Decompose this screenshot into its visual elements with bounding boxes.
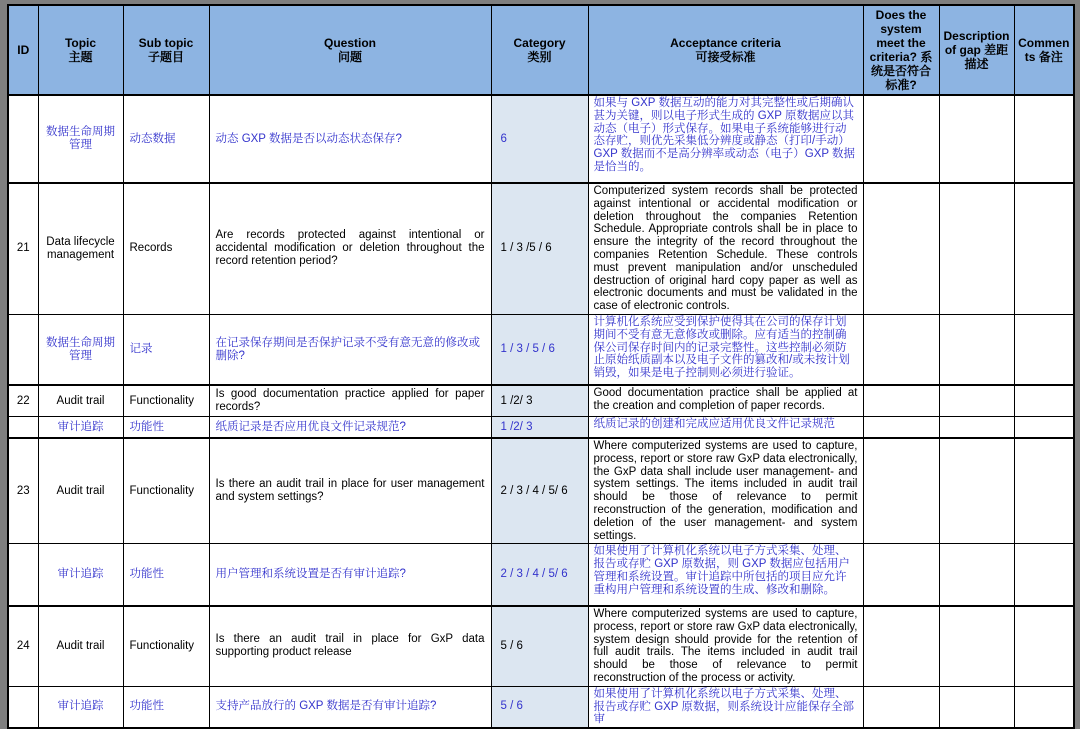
cell-gap [939,417,1014,438]
header-acceptance-criteria [588,5,863,95]
table-row [8,385,1074,417]
header-gap-label: Description of gap 差距描述 [943,29,1010,71]
cell-gap [939,606,1014,686]
cell-category: 5 / 6 [491,686,588,728]
cell-comments [1014,544,1074,606]
table-row [8,95,1074,183]
cell-gap [939,183,1014,314]
header-meet-criteria [863,5,939,95]
table-row [8,417,1074,438]
cell-meet-criteria [863,544,939,606]
cell-gap [939,385,1014,417]
cell-gap [939,544,1014,606]
header-criteria-zh: 可接受标准 [695,50,756,64]
cell-acceptance-criteria: 如果与 GXP 数据互动的能力对其完整性或后期确认甚为关键，则以电子形式生成的 GXP 原数据应以其动态（电子）形式保存。如果电子系统能够进行动态存贮，则优先采集低分辨度或静态（打印/手动）GXP 数据而不是高分辨率或动态（电子）GXP 数据是恰当的。 [588,95,863,183]
cell-topic: Data lifecycle management [38,183,123,314]
cell-subtopic: Functionality [123,438,209,544]
cell-meet-criteria [863,385,939,417]
gxp-assessment-table [7,4,1075,729]
cell-meet-criteria [863,95,939,183]
header-topic-en: Topic [64,36,97,50]
assessment-table-sheet [7,4,1073,729]
cell-subtopic: 功能性 [123,417,209,438]
cell-acceptance-criteria: Where computerized systems are used to capture, process, report or store raw GxP data electronically, the GxP data shall include user management- and system settings. The items included in audit trail should be those of relevance to permit reconstruction of the generation, modification and deletion of the user management- and system settings. [588,438,863,544]
header-gap [939,5,1014,95]
cell-acceptance-criteria: 如果使用了计算机化系统以电子方式采集、处理、报告或存贮 GXP 原数据，则系统设计应能保存全部审 [588,686,863,728]
cell-meet-criteria [863,438,939,544]
cell-question: 支持产品放行的 GXP 数据是否有审计追踪? [209,686,491,728]
cell-subtopic: 功能性 [123,686,209,728]
cell-comments [1014,438,1074,544]
cell-subtopic: 动态数据 [123,95,209,183]
cell-question: Is there an audit trail in place for GxP data supporting product release [209,606,491,686]
cell-category: 1 / 3 / 5 / 6 [491,314,588,385]
cell-question: Are records protected against intentional or accidental modification or deletion throughout the record retention period? [209,183,491,314]
cell-subtopic: Functionality [123,606,209,686]
cell-gap [939,686,1014,728]
cell-comments [1014,606,1074,686]
cell-id [8,544,38,606]
cell-gap [939,314,1014,385]
cell-acceptance-criteria: Where computerized systems are used to capture, process, report or store raw GxP data electronically, system design should provide for the retention of full audit trails. The items included in audit trail should be those of relevance to permit reconstruction of the process or activity. [588,606,863,686]
cell-topic: Audit trail [38,606,123,686]
cell-id: 23 [8,438,38,544]
table-row [8,438,1074,544]
cell-question: Is good documentation practice applied for paper records? [209,385,491,417]
table-row [8,314,1074,385]
header-topic [38,5,123,95]
cell-acceptance-criteria: 纸质记录的创建和完成应适用优良文件记录规范 [588,417,863,438]
cell-subtopic: 记录 [123,314,209,385]
header-question-en: Question [323,36,376,50]
cell-category: 2 / 3 / 4 / 5/ 6 [491,544,588,606]
cell-meet-criteria [863,606,939,686]
cell-id [8,686,38,728]
cell-comments [1014,183,1074,314]
cell-category: 1 /2/ 3 [491,417,588,438]
cell-acceptance-criteria: 如果使用了计算机化系统以电子方式采集、处理、报告或存贮 GXP 原数据，则 GXP 数据应包括用户管理和系统设置。审计追踪中所包括的项目应允许重构用户管理和系统设置的生成、修改和删除。 [588,544,863,606]
cell-meet-criteria [863,183,939,314]
header-subtopic-en: Sub topic [138,36,194,50]
header-subtopic-zh: 子题目 [147,50,184,64]
cell-comments [1014,95,1074,183]
cell-id [8,95,38,183]
cell-acceptance-criteria: 计算机化系统应受到保护使得其在公司的保存计划期间不受有意无意修改或删除。应有适当的控制确保公司保存时间内的记录完整性。这些控制必须防止原始纸质副本以及电子文件的篡改和/或未按计划销毁，如果是电子控制则必须进行验证。 [588,314,863,385]
table-row [8,183,1074,314]
cell-topic: Audit trail [38,385,123,417]
cell-question: Is there an audit trail in place for user management and system settings? [209,438,491,544]
header-comments-label: Comments 备注 [1018,36,1070,64]
cell-id [8,314,38,385]
header-topic-zh: 主题 [68,50,93,64]
table-row [8,544,1074,606]
cell-category: 2 / 3 / 4 / 5/ 6 [491,438,588,544]
header-id [8,5,38,95]
table-header-row [8,5,1074,95]
cell-comments [1014,385,1074,417]
cell-question: 动态 GXP 数据是否以动态状态保存? [209,95,491,183]
cell-category: 5 / 6 [491,606,588,686]
cell-question: 用户管理和系统设置是否有审计追踪? [209,544,491,606]
cell-gap [939,438,1014,544]
cell-question: 在记录保存期间是否保护记录不受有意无意的修改或删除? [209,314,491,385]
cell-category: 1 /2/ 3 [491,385,588,417]
cell-comments [1014,686,1074,728]
table-row [8,686,1074,728]
header-criteria-en: Acceptance criteria [670,36,781,50]
cell-id: 22 [8,385,38,417]
cell-category: 6 [491,95,588,183]
cell-id: 24 [8,606,38,686]
cell-topic: 审计追踪 [38,544,123,606]
header-question-zh: 问题 [337,50,362,64]
header-category-zh: 类别 [527,50,552,64]
cell-topic: 数据生命周期管理 [38,314,123,385]
cell-subtopic: Records [123,183,209,314]
cell-acceptance-criteria: Good documentation practice shall be applied at the creation and completion of paper records. [588,385,863,417]
cell-gap [939,95,1014,183]
cell-acceptance-criteria: Computerized system records shall be protected against intentional or accidental modification or deletion throughout the companies Retention Schedule. Appropriate controls shall be in place to ensure the integrity of the record throughout the companies Retention Schedule. These controls must prevent manipulation and/or unscheduled destruction of original hard copy paper as well as electronic documents and must be validated in the case of electronic controls. [588,183,863,314]
header-id-label: ID [17,43,30,57]
cell-topic: 数据生命周期管理 [38,95,123,183]
cell-topic: 审计追踪 [38,686,123,728]
header-category [491,5,588,95]
table-row [8,606,1074,686]
cell-question: 纸质记录是否应用优良文件记录规范? [209,417,491,438]
cell-topic: 审计追踪 [38,417,123,438]
cell-comments [1014,314,1074,385]
cell-subtopic: Functionality [123,385,209,417]
cell-meet-criteria [863,686,939,728]
cell-id: 21 [8,183,38,314]
cell-meet-criteria [863,314,939,385]
header-comments [1014,5,1074,95]
header-meet-label: Does the system meet the criteria? 系统是否符合标准? [869,8,933,92]
cell-category: 1 / 3 /5 / 6 [491,183,588,314]
cell-subtopic: 功能性 [123,544,209,606]
cell-comments [1014,417,1074,438]
cell-meet-criteria [863,417,939,438]
cell-topic: Audit trail [38,438,123,544]
header-question [209,5,491,95]
cell-id [8,417,38,438]
header-category-en: Category [513,36,566,50]
header-subtopic [123,5,209,95]
